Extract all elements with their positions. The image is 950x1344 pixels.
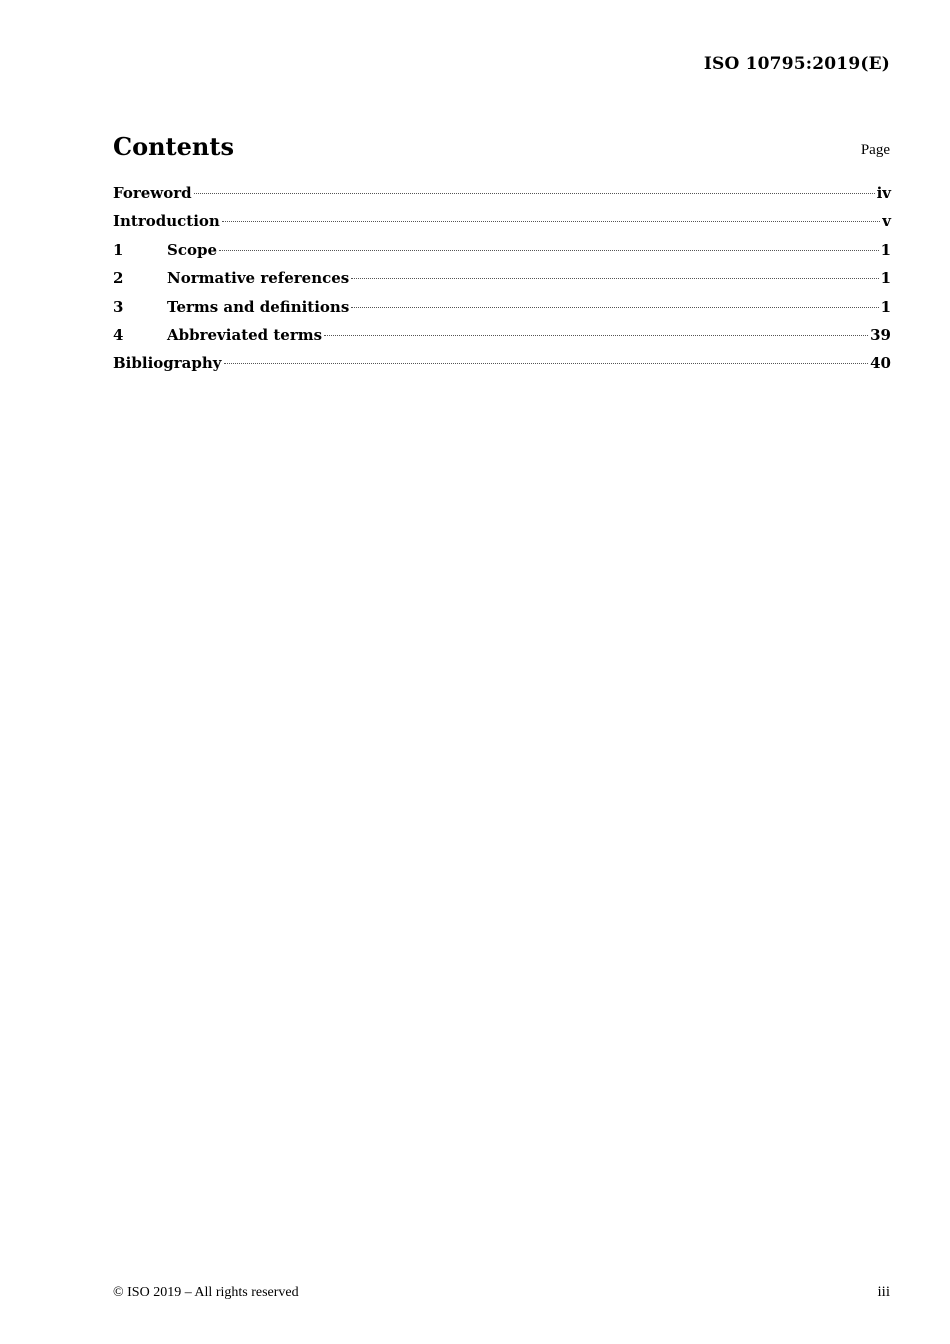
toc-entry-title[interactable]: Foreword [113,184,192,202]
toc-entry-page[interactable]: v [882,212,891,231]
toc-entry-normative-references[interactable] [113,269,891,297]
table-of-contents [113,184,891,383]
toc-entry-abbreviated-terms[interactable] [113,326,891,354]
footer-copyright: © ISO 2019 – All rights reserved [113,1285,299,1300]
toc-dot-leader [194,193,875,194]
footer-page-number: iii [877,1284,890,1300]
toc-entry-page[interactable]: 1 [880,297,891,316]
page-column-label: Page [860,142,890,158]
toc-entry-page[interactable]: 40 [870,354,891,373]
toc-entry-title[interactable]: Terms and definitions [167,297,350,316]
toc-dot-leader [224,363,869,364]
toc-entry-introduction[interactable] [113,212,891,240]
toc-entry-number: 4 [113,325,124,344]
toc-dot-leader [351,307,878,308]
page-title: Contents [113,132,234,161]
toc-dot-leader [222,221,880,222]
toc-entry-page[interactable]: 1 [880,240,891,259]
toc-entry-title[interactable]: Normative references [167,269,350,288]
toc-entry-title[interactable]: Scope [167,240,218,259]
toc-entry-foreword[interactable] [113,184,891,212]
toc-entry-page[interactable]: iv [876,184,891,202]
toc-entry-terms-and-definitions[interactable] [113,298,891,326]
toc-dot-leader [351,278,878,279]
toc-entry-page[interactable]: 39 [870,325,891,344]
toc-dot-leader [219,250,879,251]
toc-entry-bibliography[interactable] [113,354,891,382]
toc-entry-title[interactable]: Bibliography [113,354,222,373]
document-id: ISO 10795:2019(E) [703,54,890,74]
toc-entry-number: 3 [113,297,124,316]
toc-entry-number: 2 [113,269,124,288]
toc-entry-number: 1 [113,240,124,259]
toc-entry-page[interactable]: 1 [880,269,891,288]
toc-entry-title[interactable]: Abbreviated terms [167,325,323,344]
toc-entry-scope[interactable] [113,241,891,269]
toc-dot-leader [324,335,868,336]
toc-entry-title[interactable]: Introduction [113,212,220,231]
